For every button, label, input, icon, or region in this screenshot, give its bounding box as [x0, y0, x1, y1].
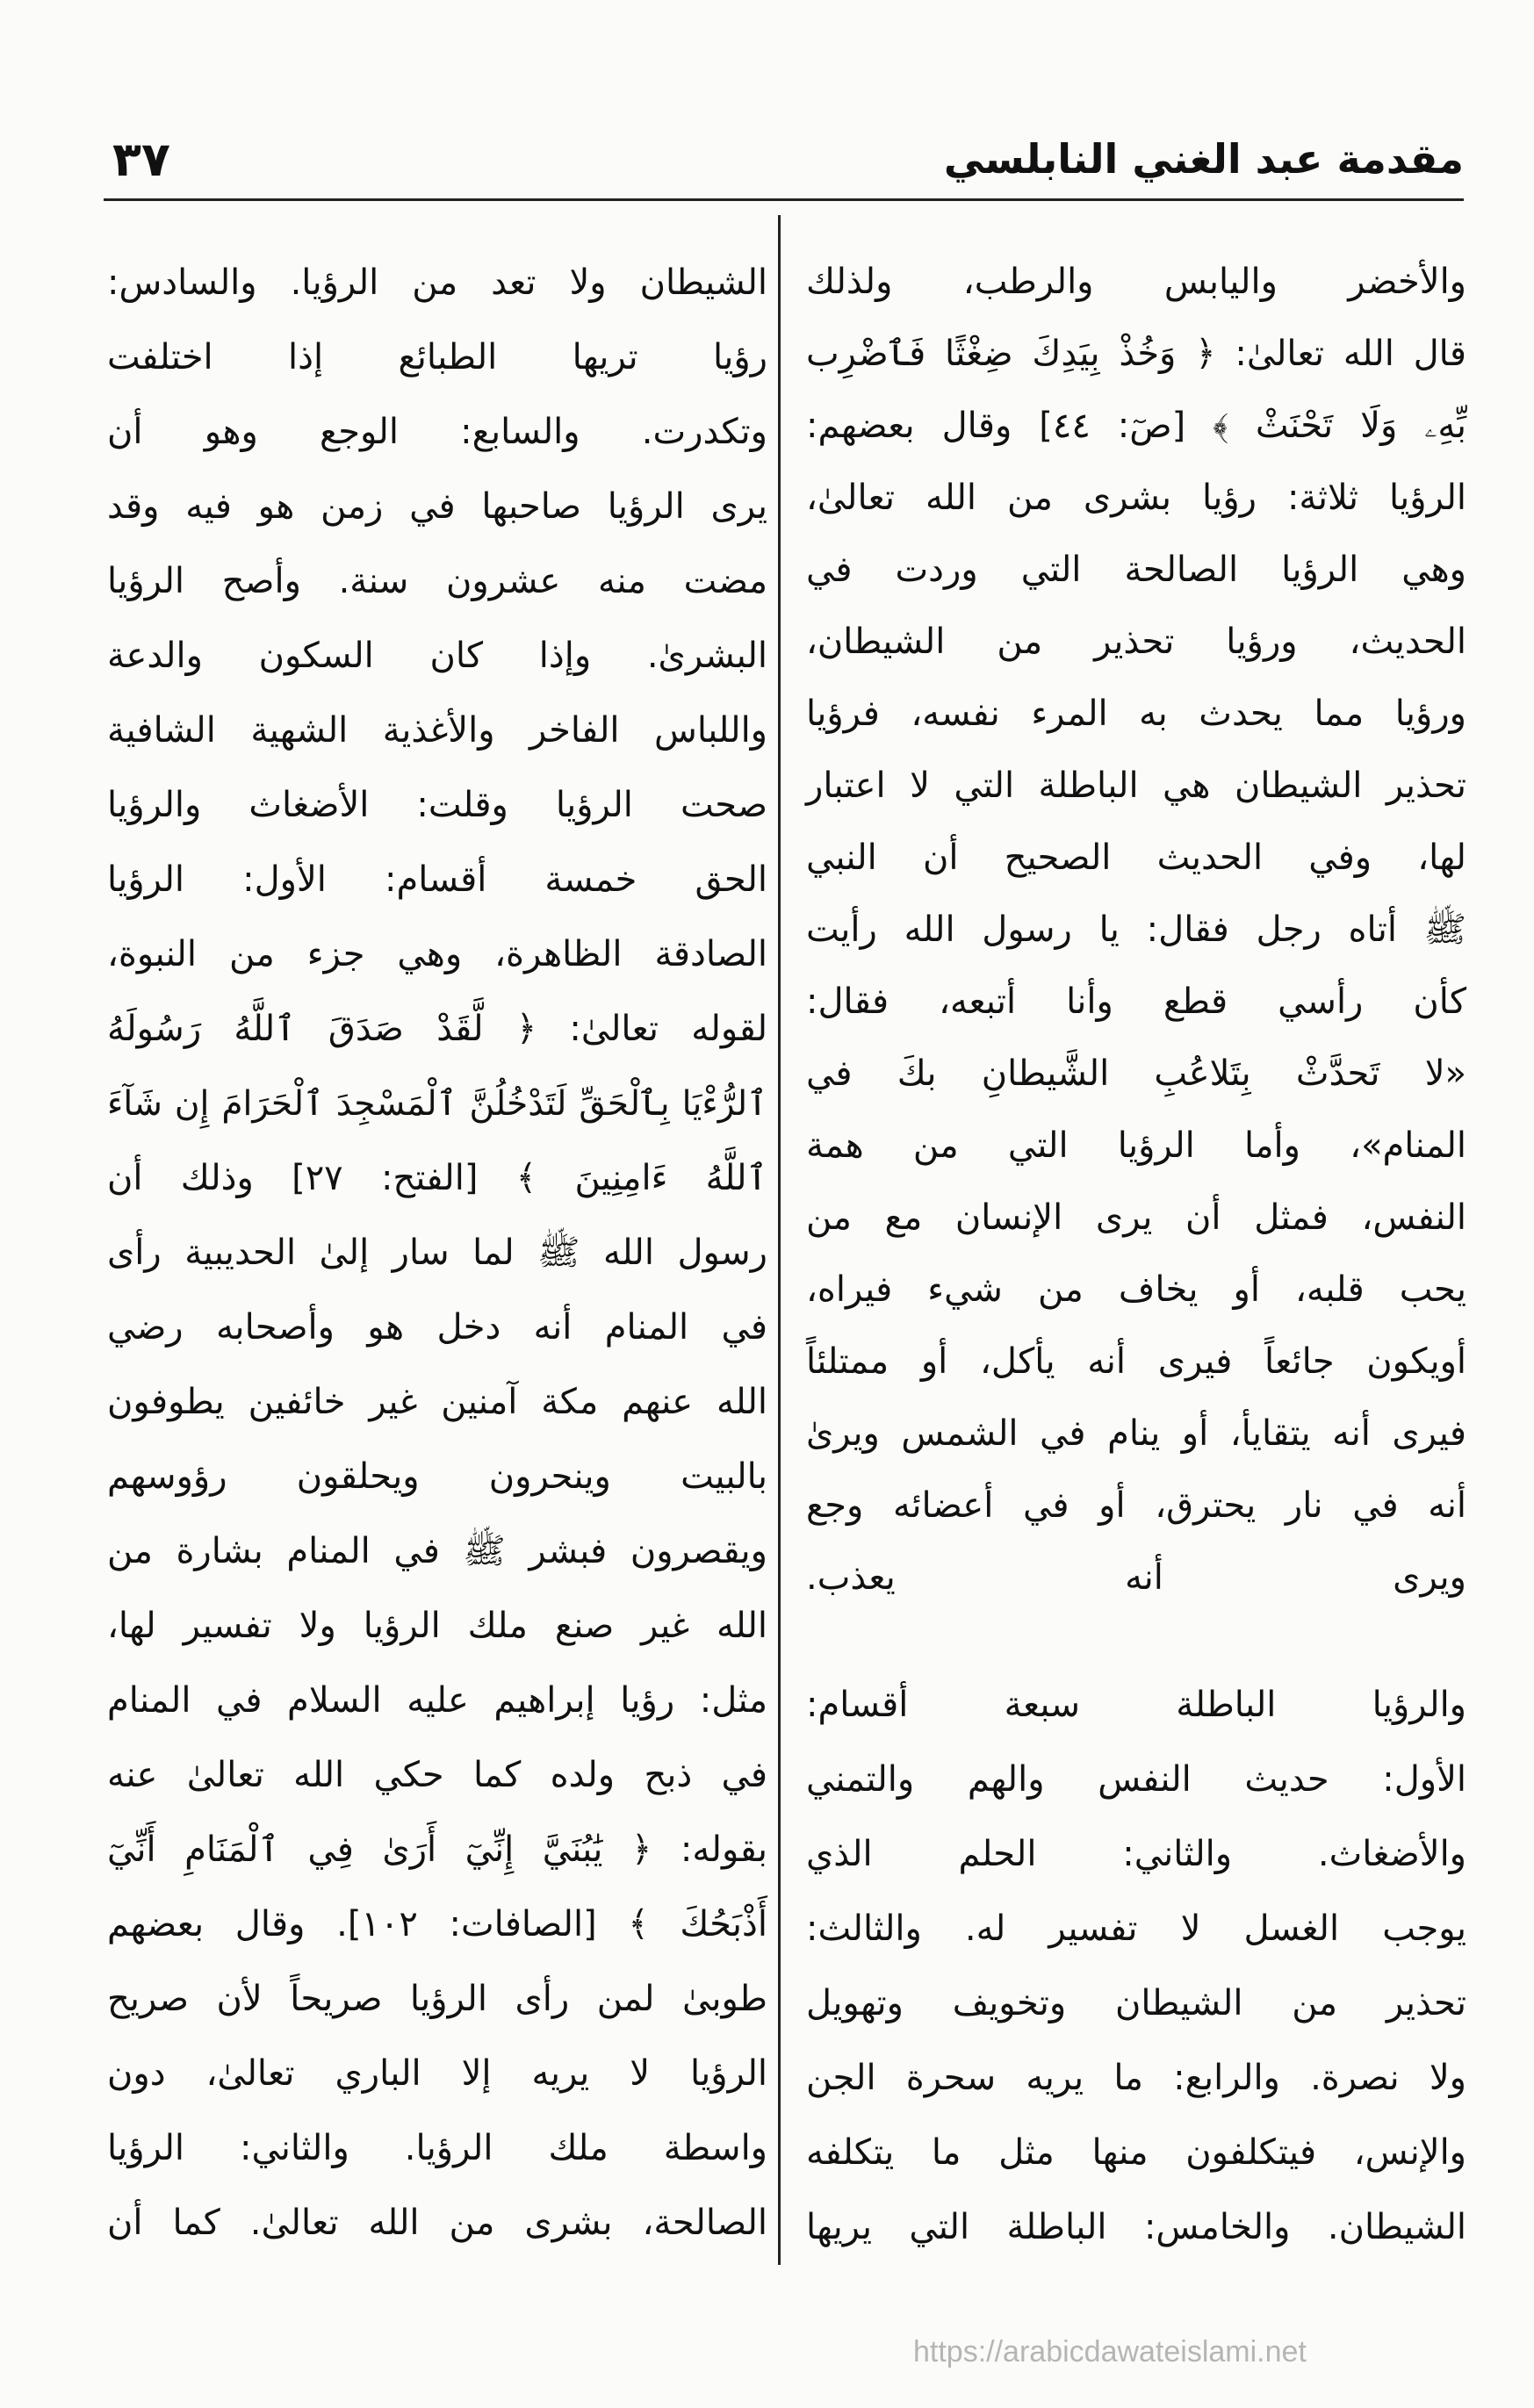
watermark: https://arabicdawateislami.net [913, 2335, 1307, 2368]
text-line: طوبىٰ لمن رأى الرؤيا صريحاً لأن صريح [107, 1979, 767, 2019]
text-line: «لا تَحدَّثْ بِتَلاعُبِ الشَّيطانِ بكَ في [806, 1053, 1466, 1094]
text-line: يوجب الغسل لا تفسير له. والثالث: [806, 1908, 1466, 1949]
text-line: والإنس، فيتكلفون منها مثل ما يتكلفه [806, 2132, 1466, 2173]
text-line: الصادقة الظاهرة، وهي جزء من النبوة، [107, 934, 767, 974]
text-line: لقوله تعالىٰ: ﴿ لَّقَدْ صَدَقَ ٱللَّهُ رَسُولَهُ [107, 1009, 767, 1049]
text-line: ويقصرون فبشر ﷺ في المنام بشارة من [107, 1531, 767, 1571]
text-line: بالبيت وينحرون ويحلقون رؤوسهم [107, 1456, 767, 1497]
text-line: والأضغاث. والثاني: الحلم الذي [806, 1834, 1466, 1874]
text-line: بِّهِۦ وَلَا تَحْنَثْ ﴾ [صٓ: ٤٤] وقال بعضهم: [806, 406, 1467, 446]
text-line: المنام»، وأما الرؤيا التي من همة [806, 1125, 1466, 1166]
column-divider [778, 215, 781, 2265]
text-line: ويرى أنه يعذب. [806, 1557, 1466, 1598]
left-column [107, 246, 767, 2261]
text-line: مثل: رؤيا إبراهيم عليه السلام في المنام [107, 1680, 767, 1721]
text-line: الحق خمسة أقسام: الأول: الرؤيا [107, 859, 767, 900]
text-line: والأخضر واليابس والرطب، ولذلك [806, 262, 1466, 302]
text-line: البشرىٰ. وإذا كان السكون والدعة [107, 636, 767, 676]
text-line: تحذير الشيطان هي الباطلة التي لا اعتبار [806, 766, 1466, 806]
text-line: يحب قلبه، أو يخاف من شيء فيراه، [806, 1269, 1466, 1310]
text-line: تحذير من الشيطان وتخويف وتهويل [806, 1983, 1466, 2023]
text-line: ورؤيا مما يحدث به المرء نفسه، فرؤيا [806, 694, 1466, 734]
text-line: الحديث، ورؤيا تحذير من الشيطان، [806, 622, 1466, 662]
running-title: مقدمة عبد الغني النابلسي [943, 135, 1464, 183]
text-line: واسطة ملك الرؤيا. والثاني: الرؤيا [107, 2128, 767, 2168]
text-line: النفس، فمثل أن يرى الإنسان مع من [806, 1197, 1466, 1238]
text-line: أنه في نار يحترق، أو في أعضائه وجع [806, 1485, 1466, 1526]
text-line: الصالحة، بشرى من الله تعالىٰ. كما أن [107, 2203, 767, 2243]
text-line: الرؤيا لا يريه إلا الباري تعالىٰ، دون [107, 2053, 767, 2094]
text-line: صحت الرؤيا وقلت: الأضغاث والرؤيا [107, 785, 767, 825]
text-line: الشيطان ولا تعد من الرؤيا. والسادس: [107, 262, 767, 303]
text-line: في المنام أنه دخل هو وأصحابه رضي [107, 1307, 767, 1348]
text-line: وهي الرؤيا الصالحة التي وردت في [806, 550, 1466, 590]
page-number: ٣٧ [112, 132, 170, 187]
text-line: واللباس الفاخر والأغذية الشهية الشافية [107, 710, 767, 751]
text-line: ولا نصرة. والرابع: ما يريه سحرة الجن [806, 2058, 1466, 2098]
text-line: الله غير صنع ملك الرؤيا ولا تفسير لها، [107, 1606, 767, 1646]
text-line: بقوله: ﴿ يَٰبُنَيَّ إِنِّيٓ أَرَىٰ فِي ٱلْمَنَامِ أَنِّيٓ [107, 1829, 767, 1870]
text-line: أَذْبَحُكَ ﴾ [الصافات: ١٠٢]. وقال بعضهم [107, 1904, 767, 1944]
text-line: مضت منه عشرون سنة. وأصح الرؤيا [107, 561, 767, 601]
page-header [104, 132, 1464, 201]
right-column [806, 246, 1466, 2265]
text-line: قال الله تعالىٰ: ﴿ وَخُذْ بِيَدِكَ ضِغْثًا فَٱضْرِب [806, 334, 1466, 374]
paragraph-gap [806, 1614, 1466, 1668]
text-line: فيرى أنه يتقايأ، أو ينام في الشمس ويرىٰ [806, 1413, 1466, 1454]
text-line: ٱللَّهُ ءَامِنِينَ ﴾ [الفتح: ٢٧] وذلك أن [107, 1158, 767, 1198]
text-line: ﷺ أتاه رجل فقال: يا رسول الله رأيت [806, 909, 1466, 950]
text-line: رؤيا تريها الطبائع إذا اختلفت [107, 337, 767, 377]
text-line: رسول الله ﷺ لما سار إلىٰ الحديبية رأى [107, 1233, 767, 1273]
text-line: ٱلرُّءْيَا بِٱلْحَقِّ لَتَدْخُلُنَّ ٱلْمَسْجِدَ ٱلْحَرَامَ إِن شَآءَ [107, 1084, 767, 1124]
text-line: أويكون جائعاً فيرى أنه يأكل، أو ممتلئاً [806, 1341, 1466, 1382]
text-line: لها، وفي الحديث الصحيح أن النبي [806, 837, 1466, 878]
text-line: الأول: حديث النفس والهم والتمني [806, 1759, 1466, 1800]
text-line: كأن رأسي قطع وأنا أتبعه، فقال: [806, 981, 1466, 1022]
text-line: والرؤيا الباطلة سبعة أقسام: [806, 1685, 1466, 1725]
text-line: في ذبح ولده كما حكي الله تعالىٰ عنه [107, 1755, 767, 1795]
text-line: الرؤيا ثلاثة: رؤيا بشرى من الله تعالىٰ، [806, 478, 1466, 518]
text-line: وتكدرت. والسابع: الوجع وهو أن [107, 412, 767, 452]
text-line: الله عنهم مكة آمنين غير خائفين يطوفون [107, 1382, 767, 1422]
text-line: الشيطان. والخامس: الباطلة التي يريها [806, 2207, 1466, 2247]
text-line: يرى الرؤيا صاحبها في زمن هو فيه وقد [107, 486, 767, 527]
